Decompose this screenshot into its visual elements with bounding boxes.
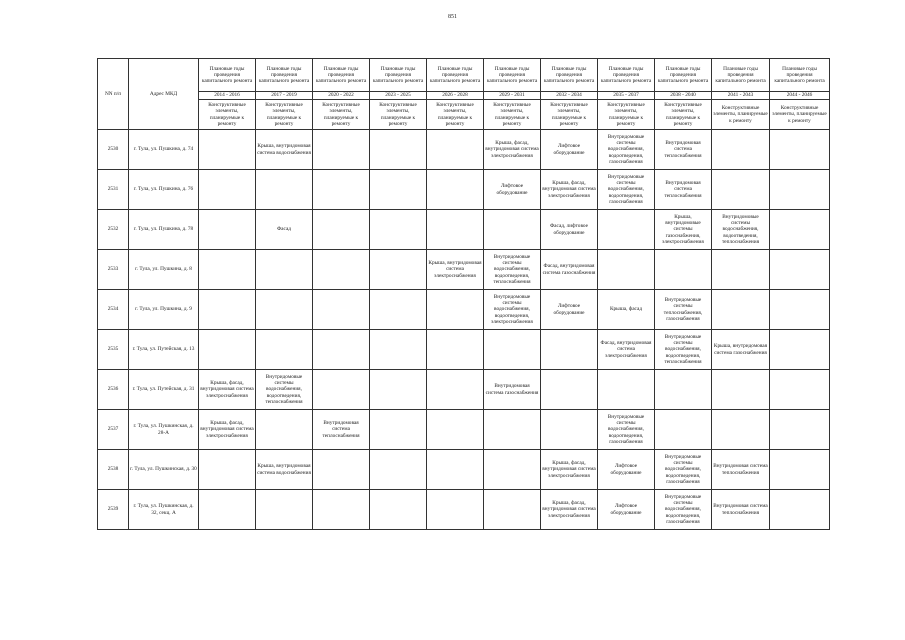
elements-label: Конструктивные элементы, планируемые к ремонту [199,100,256,130]
row-address: г. Тула, ул. Пушкинская, д. 32, секц. А [129,490,199,530]
repair-cell [484,210,541,250]
repair-cell [427,290,484,330]
repair-cell: Внутридомовая система теплоснабжения [313,410,370,450]
period-years: 2020 - 2022 [313,92,370,100]
repair-cell: Внутридомовые системы водоснабжения, водоотведения, газоснабжения [598,130,655,170]
repair-cell [484,490,541,530]
row-address: г. Тула, ул. Пушкинская, д. 30 [129,450,199,490]
repair-cell [655,250,712,290]
repair-cell [256,330,313,370]
row-address: г. Тула, ул. Путейская, д. 31 [129,370,199,410]
row-address: г. Тула, ул. Пушкина, д. 9 [129,290,199,330]
repair-cell [712,410,770,450]
repair-cell [256,410,313,450]
repair-cell: Крыша, внутридомовые системы газоснабжения, электроснабжения [655,210,712,250]
table-row [98,250,830,290]
repair-cell [313,210,370,250]
repair-cell [541,330,598,370]
repair-cell [370,370,427,410]
elements-label: Конструктивные элементы, планируемые к ремонту [541,100,598,130]
row-number: 2536 [98,370,129,410]
table-row [98,490,830,530]
repair-cell [370,250,427,290]
repair-cell: Крыша, фасад, внутридомовая система электроснабжения [484,130,541,170]
row-number: 2530 [98,130,129,170]
repair-cell [313,170,370,210]
repair-cell: Внутридомовые системы водоснабжения, водоотведения, теплоснабжения [484,250,541,290]
repair-cell [370,130,427,170]
repair-cell [427,330,484,370]
repair-cell: Лифтовое оборудование [541,290,598,330]
repair-cell [770,210,830,250]
repair-cell: Лифтовое оборудование [598,450,655,490]
repair-cell [199,330,256,370]
repair-cell [655,410,712,450]
repair-cell [370,290,427,330]
repair-cell [712,250,770,290]
row-address: г. Тула, ул. Пушкина, д. 78 [129,210,199,250]
repair-cell: Фасад [256,210,313,250]
row-address: г. Тула, ул. Пушкина, д. 8 [129,250,199,290]
repair-cell [427,450,484,490]
period-years: 2029 - 2031 [484,92,541,100]
row-address: г. Тула, ул. Пушкинская, д. 28-А [129,410,199,450]
repair-cell [370,490,427,530]
repair-cell [199,290,256,330]
repair-cell [199,450,256,490]
repair-cell: Внутридомовые системы водоснабжения, водоотведения, газоснабжения [655,450,712,490]
repair-cell [770,250,830,290]
period-years: 2041 - 2043 [712,92,770,100]
repair-cell [541,410,598,450]
table-row [98,410,830,450]
elements-label: Конструктивные элементы, планируемые к ремонту [256,100,313,130]
period-label: Плановые годы проведения капитального ремонта [256,59,313,92]
repair-cell: Крыша, внутридомовая система электроснабжения [427,250,484,290]
repair-cell [712,170,770,210]
repair-cell: Крыша, фасад, внутридомовая система электроснабжения [199,410,256,450]
address-header: Адрес МКД [129,59,199,130]
repair-cell [313,290,370,330]
repair-cell [427,370,484,410]
period-label: Плановые годы проведения капитального ремонта [313,59,370,92]
row-address: г. Тула, ул. Путейская, д. 13 [129,330,199,370]
period-years: 2035 - 2037 [598,92,655,100]
repair-cell: Крыша, внутридомовая система водоснабжения [256,130,313,170]
repair-cell [199,490,256,530]
repair-cell [256,250,313,290]
table-row [98,330,830,370]
repair-cell: Внутридомовые системы теплоснабжения, газоснабжения [655,290,712,330]
repair-cell [655,370,712,410]
repair-cell [199,170,256,210]
repair-cell [256,490,313,530]
row-number: 2539 [98,490,129,530]
period-label: Плановые годы проведения капитального ремонта [541,59,598,92]
repair-cell [427,170,484,210]
repair-cell [427,210,484,250]
repair-cell [712,370,770,410]
repair-cell: Крыша, внутридомовая система водоснабжения [256,450,313,490]
repair-cell [256,170,313,210]
repair-cell [370,410,427,450]
repair-cell: Крыша, фасад, внутридомовая система электроснабжения [541,490,598,530]
repair-cell: Фасад, лифтовое оборудование [541,210,598,250]
repair-cell [598,210,655,250]
repair-cell [370,170,427,210]
repair-cell: Внутридомовая система теплоснабжения [712,490,770,530]
repair-cell [541,370,598,410]
repair-cell [256,290,313,330]
row-number: 2532 [98,210,129,250]
row-number: 2537 [98,410,129,450]
repair-cell [712,130,770,170]
repair-cell [427,410,484,450]
elements-label: Конструктивные элементы, планируемые к ремонту [712,100,770,130]
row-address: г. Тула, ул. Пушкина, д. 74 [129,130,199,170]
repair-cell [770,170,830,210]
repair-cell [370,330,427,370]
repair-cell: Лифтовое оборудование [484,170,541,210]
repair-cell [313,250,370,290]
repair-cell [770,370,830,410]
repair-cell [770,130,830,170]
repair-cell [770,410,830,450]
repair-cell: Крыша, фасад, внутридомовая система электроснабжения [541,170,598,210]
repair-cell [484,410,541,450]
repair-cell: Лифтовое оборудование [541,130,598,170]
repair-cell: Крыша, фасад [598,290,655,330]
table-header [98,59,830,130]
repair-cell [598,250,655,290]
elements-label: Конструктивные элементы, планируемые к ремонту [313,100,370,130]
repair-cell: Внутридомовые системы водоснабжения, водоотведения, газоснабжения [598,410,655,450]
repair-cell [598,370,655,410]
elements-label: Конструктивные элементы, планируемые к ремонту [655,100,712,130]
repair-cell: Внутридомовые системы водоснабжения, водоотведения, электроснабжения [484,290,541,330]
period-label: Плановые годы проведения капитального ремонта [484,59,541,92]
repair-cell [770,450,830,490]
period-label: Плановые годы проведения капитального ремонта [770,59,830,92]
elements-label: Конструктивные элементы, планируемые к ремонту [484,100,541,130]
repair-cell: Лифтовое оборудование [598,490,655,530]
repair-cell: Крыша, внутридомовая система газоснабжения [712,330,770,370]
repair-cell [484,450,541,490]
period-years: 2026 - 2028 [427,92,484,100]
repair-cell [199,250,256,290]
repair-cell [770,490,830,530]
table-row [98,290,830,330]
row-number: 2531 [98,170,129,210]
period-label: Плановые годы проведения капитального ремонта [370,59,427,92]
repair-cell [770,290,830,330]
repair-cell [199,210,256,250]
table-body [98,130,830,530]
repair-cell: Внутридомовые системы водоснабжения, водоотведения, теплоснабжения [655,330,712,370]
repair-cell: Внутридомовые системы водоснабжения, водоотведения, теплоснабжения [712,210,770,250]
table-row [98,450,830,490]
table-row [98,170,830,210]
row-address: г. Тула, ул. Пушкина, д. 76 [129,170,199,210]
elements-label: Конструктивные элементы, планируемые к ремонту [370,100,427,130]
repair-cell: Фасад, внутридомовая система электроснабжения [598,330,655,370]
period-label: Плановые годы проведения капитального ремонта [655,59,712,92]
repair-cell: Внутридомовая система теплоснабжения [655,170,712,210]
row-number: 2535 [98,330,129,370]
elements-label: Конструктивные элементы, планируемые к ремонту [598,100,655,130]
period-years: 2032 - 2034 [541,92,598,100]
repair-cell [370,210,427,250]
elements-label: Конструктивные элементы, планируемые к ремонту [427,100,484,130]
repair-cell [313,330,370,370]
period-label: Плановые годы проведения капитального ремонта [199,59,256,92]
table-row [98,130,830,170]
table-row [98,210,830,250]
period-years: 2023 - 2025 [370,92,427,100]
repair-cell: Внутридомовые системы водоснабжения, водоотведения, газоснабжения [655,490,712,530]
repair-cell: Внутридомовая система теплоснабжения [712,450,770,490]
repair-cell [313,490,370,530]
period-label: Плановые годы проведения капитального ремонта [427,59,484,92]
repair-cell [427,130,484,170]
table-row [98,370,830,410]
period-label: Плановые годы проведения капитального ремонта [598,59,655,92]
row-number: 2538 [98,450,129,490]
repair-cell [484,330,541,370]
period-label: Плановые годы проведения капитального ремонта [712,59,770,92]
row-number: 2534 [98,290,129,330]
period-years: 2044 - 2046 [770,92,830,100]
repair-cell: Внутридомовая система газоснабжения [484,370,541,410]
period-years: 2038 - 2040 [655,92,712,100]
repair-cell: Внутридомовые системы водоснабжения, водоотведения, теплоснабжения [256,370,313,410]
period-years: 2014 - 2016 [199,92,256,100]
page-number: 851 [448,14,457,20]
repair-cell [370,450,427,490]
repair-cell [770,330,830,370]
repair-cell [313,450,370,490]
repair-cell [313,130,370,170]
repair-cell: Внутридомовая система теплоснабжения [655,130,712,170]
elements-label: Конструктивные элементы, планируемые к ремонту [770,100,830,130]
repair-cell [712,290,770,330]
repair-cell: Крыша, фасад, внутридомовая система электроснабжения [199,370,256,410]
repair-cell: Фасад, внутридомовая система газоснабжения [541,250,598,290]
nn-header: NN п/п [98,59,129,130]
repair-cell [427,490,484,530]
row-number: 2533 [98,250,129,290]
repair-cell [313,370,370,410]
repair-cell [199,130,256,170]
repair-cell: Крыша, фасад, внутридомовая система электроснабжения [541,450,598,490]
capital-repair-table [97,58,830,530]
period-years: 2017 - 2019 [256,92,313,100]
repair-cell: Внутридомовые системы водоснабжения, водоотведения, газоснабжения [598,170,655,210]
